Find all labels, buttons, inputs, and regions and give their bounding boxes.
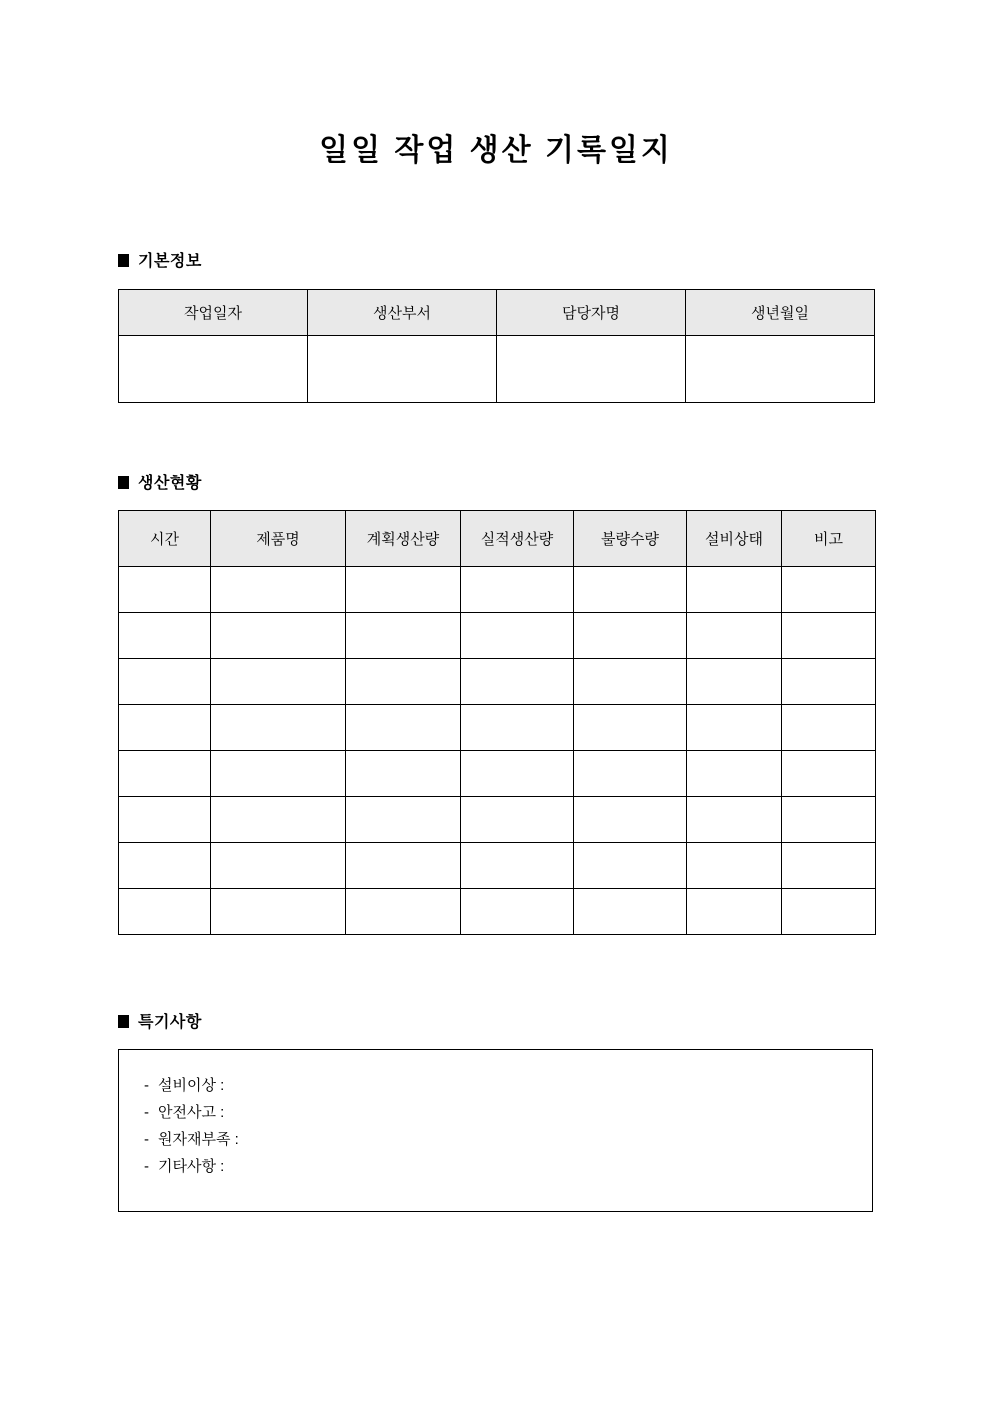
cell-product-name[interactable] — [211, 705, 346, 751]
cell-equipment-status[interactable] — [687, 659, 782, 705]
table-header-row — [119, 511, 876, 567]
cell-planned-output[interactable] — [346, 659, 461, 705]
note-dash: - — [144, 1077, 149, 1094]
cell-remarks[interactable] — [782, 889, 876, 935]
cell-planned-output[interactable] — [346, 843, 461, 889]
cell-equipment-status[interactable] — [687, 705, 782, 751]
note-item — [144, 1153, 872, 1180]
column-header-actual-output: 실적생산량 — [461, 511, 574, 567]
note-item — [144, 1099, 872, 1126]
basic-info-table — [118, 289, 875, 403]
cell-production-dept[interactable] — [308, 336, 497, 403]
cell-product-name[interactable] — [211, 567, 346, 613]
column-header-remarks: 비고 — [782, 511, 876, 567]
cell-remarks[interactable] — [782, 843, 876, 889]
note-label: 원자재부족 : — [158, 1131, 239, 1148]
cell-equipment-status[interactable] — [687, 889, 782, 935]
cell-remarks[interactable] — [782, 613, 876, 659]
cell-time[interactable] — [119, 797, 211, 843]
cell-actual-output[interactable] — [461, 705, 574, 751]
cell-planned-output[interactable] — [346, 613, 461, 659]
table-row — [119, 843, 876, 889]
production-status-table — [118, 510, 876, 935]
column-header-production-dept: 생산부서 — [308, 290, 497, 336]
cell-product-name[interactable] — [211, 843, 346, 889]
note-dash: - — [144, 1158, 149, 1175]
note-dash: - — [144, 1104, 149, 1121]
cell-actual-output[interactable] — [461, 659, 574, 705]
cell-product-name[interactable] — [211, 751, 346, 797]
table-row — [119, 705, 876, 751]
column-header-person-in-charge: 담당자명 — [497, 290, 686, 336]
section-heading-production-status-label: 생산현황 — [138, 475, 202, 492]
table-row — [119, 889, 876, 935]
cell-planned-output[interactable] — [346, 567, 461, 613]
column-header-birth-date: 생년월일 — [686, 290, 875, 336]
cell-remarks[interactable] — [782, 751, 876, 797]
cell-defect-quantity[interactable] — [574, 797, 687, 843]
section-heading-special-notes-label: 특기사항 — [138, 1014, 202, 1031]
note-label: 안전사고 : — [158, 1104, 225, 1121]
cell-person-in-charge[interactable] — [497, 336, 686, 403]
note-label: 기타사항 : — [158, 1158, 225, 1175]
cell-defect-quantity[interactable] — [574, 567, 687, 613]
column-header-defect-quantity: 불량수량 — [574, 511, 687, 567]
cell-time[interactable] — [119, 567, 211, 613]
cell-product-name[interactable] — [211, 613, 346, 659]
section-heading-production-status — [118, 474, 202, 494]
section-heading-basic-info-label: 기본정보 — [138, 253, 202, 270]
cell-defect-quantity[interactable] — [574, 889, 687, 935]
cell-product-name[interactable] — [211, 659, 346, 705]
note-item — [144, 1126, 872, 1153]
square-bullet-icon — [118, 1015, 129, 1028]
cell-actual-output[interactable] — [461, 751, 574, 797]
cell-birth-date[interactable] — [686, 336, 875, 403]
cell-equipment-status[interactable] — [687, 843, 782, 889]
note-item — [144, 1072, 872, 1099]
square-bullet-icon — [118, 254, 129, 267]
cell-product-name[interactable] — [211, 797, 346, 843]
table-row — [119, 336, 875, 403]
note-label: 설비이상 : — [158, 1077, 225, 1094]
table-row — [119, 659, 876, 705]
cell-actual-output[interactable] — [461, 843, 574, 889]
table-row — [119, 797, 876, 843]
cell-actual-output[interactable] — [461, 797, 574, 843]
cell-remarks[interactable] — [782, 797, 876, 843]
column-header-product-name: 제품명 — [211, 511, 346, 567]
cell-defect-quantity[interactable] — [574, 751, 687, 797]
cell-remarks[interactable] — [782, 659, 876, 705]
cell-equipment-status[interactable] — [687, 797, 782, 843]
cell-time[interactable] — [119, 889, 211, 935]
special-notes-list — [119, 1050, 872, 1180]
cell-defect-quantity[interactable] — [574, 613, 687, 659]
cell-actual-output[interactable] — [461, 889, 574, 935]
table-row — [119, 751, 876, 797]
cell-planned-output[interactable] — [346, 705, 461, 751]
cell-planned-output[interactable] — [346, 751, 461, 797]
cell-time[interactable] — [119, 843, 211, 889]
cell-defect-quantity[interactable] — [574, 705, 687, 751]
cell-defect-quantity[interactable] — [574, 659, 687, 705]
cell-work-date[interactable] — [119, 336, 308, 403]
cell-time[interactable] — [119, 751, 211, 797]
table-row — [119, 567, 876, 613]
special-notes-box[interactable] — [118, 1049, 873, 1212]
section-heading-basic-info — [118, 252, 202, 272]
cell-planned-output[interactable] — [346, 889, 461, 935]
column-header-planned-output: 계획생산량 — [346, 511, 461, 567]
cell-time[interactable] — [119, 705, 211, 751]
column-header-equipment-status: 설비상태 — [687, 511, 782, 567]
cell-defect-quantity[interactable] — [574, 843, 687, 889]
cell-equipment-status[interactable] — [687, 567, 782, 613]
table-header-row — [119, 290, 875, 336]
section-heading-special-notes — [118, 1013, 202, 1033]
cell-product-name[interactable] — [211, 889, 346, 935]
cell-remarks[interactable] — [782, 705, 876, 751]
column-header-time: 시간 — [119, 511, 211, 567]
cell-planned-output[interactable] — [346, 797, 461, 843]
cell-equipment-status[interactable] — [687, 751, 782, 797]
cell-equipment-status[interactable] — [687, 613, 782, 659]
cell-actual-output[interactable] — [461, 567, 574, 613]
column-header-work-date: 작업일자 — [119, 290, 308, 336]
square-bullet-icon — [118, 476, 129, 489]
cell-time[interactable] — [119, 613, 211, 659]
table-row — [119, 613, 876, 659]
cell-remarks[interactable] — [782, 567, 876, 613]
cell-time[interactable] — [119, 659, 211, 705]
note-dash: - — [144, 1131, 149, 1148]
page-title: 일일 작업 생산 기록일지 — [319, 134, 673, 167]
cell-actual-output[interactable] — [461, 613, 574, 659]
